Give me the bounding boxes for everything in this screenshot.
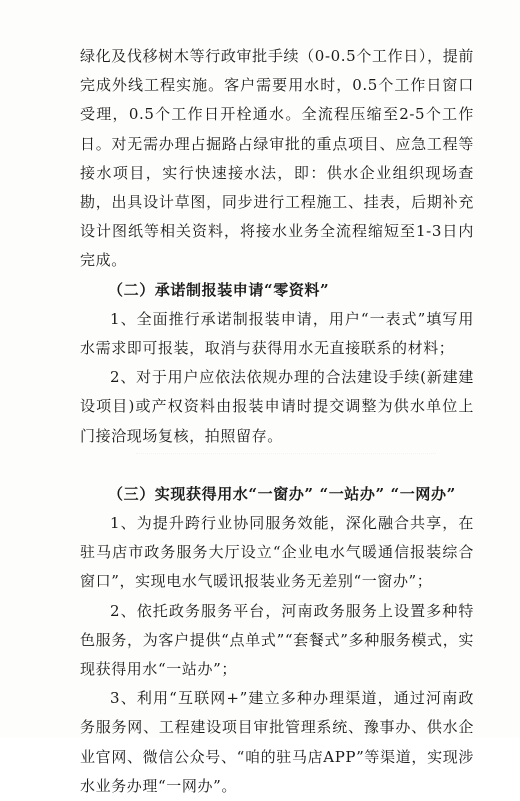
paragraph-3-3: 3、利用“互联网+”建立多种办理渠道，通过河南政务服务网、工程建设项目审批管理系统、豫事办、供水企业官网、微信公众号、“咱的驻马店APP”等渠道，实现涉水业务办理“一网办”。 [80, 689, 474, 795]
section-heading-2: （二）承诺制报装申请“零资料” [108, 280, 330, 299]
paragraph-2-1: 1、全面推行承诺制报装申请，用户“一表式”填写用水需求即可报装，取消与获得用水无直接联系的材料； [80, 309, 474, 358]
paragraph-approval-continuation: 绿化及伐移树木等行政审批手续（0-0.5个工作日），提前完成外线工程实施。客户需要用水时，0.5个工作日窗口受理，0.5个工作日开栓通水。全流程压缩至2-5个工作日。对无需办理占掘路占绿审批的重点项目、应急工程等接水项目，实行快速接水法，即：供水企业组织现场查勘，出具设计草图，同步进行工程施工、挂表，后期补充设计图纸等相关资料，将接水业务全流程缩短至1-3日内完成。 [80, 47, 474, 270]
section-heading-3: （三）实现获得用水“一窗办” “一站办” “一网办” [108, 484, 456, 503]
paragraph-3-2: 2、依托政务服务平台，河南政务服务上设置多种特色服务，为客户提供“点单式”“套餐式”多种服务模式，实现获得用水“一站办”； [80, 601, 474, 679]
paragraph-3-1: 1、为提升跨行业协同服务效能，深化融合共享，在驻马店市政务服务大厅设立“企业电水气暖通信报装综合窗口”，实现电水气暖讯报装业务无差别“一窗办”； [80, 514, 474, 591]
bleed-through-mark [136, 453, 436, 480]
paragraph-2-2: 2、对于用户应依法依规办理的合法建设手续(新建建设项目)或产权资料由报装申请时提交调整为供水单位上门接洽现场复核，拍照留存。 [80, 368, 474, 445]
